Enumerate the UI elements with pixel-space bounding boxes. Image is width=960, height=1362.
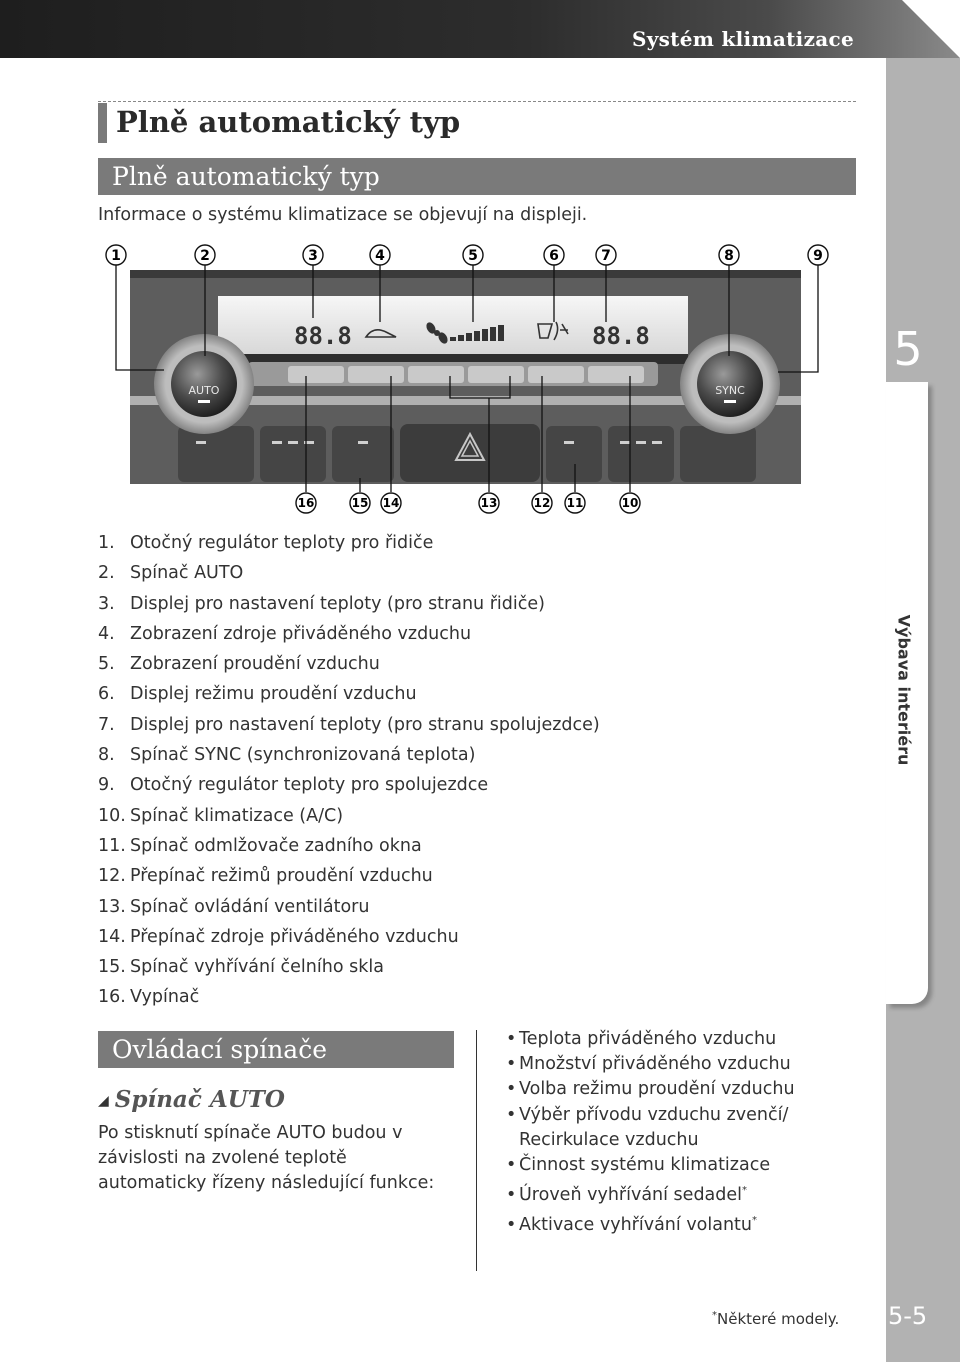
- legend-number: 13.: [98, 896, 126, 917]
- callout-14: [381, 493, 401, 513]
- legend-item: [98, 982, 600, 1012]
- callout-16: [296, 493, 316, 513]
- legend-number: 9.: [98, 775, 115, 796]
- legend-text: Přepínač režimů proudění vzduchu: [130, 866, 433, 887]
- svg-text:15: 15: [351, 496, 369, 510]
- bullet-item: [506, 1103, 856, 1153]
- legend-number: 8.: [98, 745, 115, 766]
- air-source-button[interactable]: [348, 366, 404, 383]
- bullet-item: [506, 1178, 856, 1208]
- legend-text: Otočný regulátor teploty pro řidiče: [130, 533, 434, 553]
- bullet-footnote-mark: *: [752, 1215, 758, 1227]
- svg-text:2: 2: [200, 248, 210, 264]
- bullet-text: Úroveň vyhřívání sedadel: [519, 1185, 743, 1206]
- callout-10: [620, 493, 640, 513]
- legend-item: [98, 770, 600, 800]
- running-header: Systém klimatizace: [631, 27, 854, 51]
- bullet-item: [506, 1027, 856, 1052]
- svg-text:7: 7: [601, 248, 611, 264]
- chapter-label: Výbava interiéru: [894, 614, 914, 766]
- seat-vent-left-button[interactable]: [260, 426, 326, 482]
- legend-text: Vypínač: [130, 987, 200, 1008]
- legend-text: Spínač odmlžovače zadního okna: [130, 835, 422, 856]
- legend-text: Spínač SYNC (synchronizovaná teplota): [130, 745, 476, 766]
- triangle-marker-icon: ◢: [98, 1093, 109, 1109]
- top-bar-corner: [902, 0, 960, 58]
- svg-text:16: 16: [297, 496, 315, 510]
- svg-text:13: 13: [480, 496, 498, 510]
- bullet-text: Množství přiváděného vzduchu: [519, 1054, 791, 1075]
- legend-text: Displej pro nastavení teploty (pro stranu řidiče): [130, 593, 545, 614]
- page-title: Plně automatický typ: [116, 105, 461, 139]
- legend-number: 4.: [98, 623, 115, 644]
- bullet-text: Teplota přiváděného vzduchu: [519, 1029, 777, 1049]
- legend-number: 11.: [98, 835, 126, 856]
- seat-vent-right-button[interactable]: [680, 426, 756, 482]
- seat-heat-left-button[interactable]: [178, 426, 254, 482]
- legend-text: Spínač vyhřívání čelního skla: [130, 957, 384, 978]
- sync-label: SYNC: [715, 384, 745, 397]
- legend-number: 1.: [98, 533, 115, 553]
- legend-number: 3.: [98, 593, 115, 614]
- svg-text:12: 12: [533, 496, 551, 510]
- legend-number: 15.: [98, 957, 126, 978]
- callout-13: [479, 493, 499, 513]
- front-defrost-button[interactable]: [332, 426, 394, 482]
- legend-number: 16.: [98, 987, 126, 1008]
- legend-item: [98, 710, 600, 740]
- callout-4: [370, 245, 390, 265]
- svg-text:1: 1: [111, 248, 121, 264]
- svg-text:3: 3: [308, 248, 318, 264]
- svg-text:6: 6: [549, 248, 559, 264]
- legend-item: [98, 892, 600, 922]
- svg-text:5: 5: [468, 248, 478, 264]
- legend-item: [98, 861, 600, 891]
- column-divider: [476, 1030, 477, 1271]
- passenger-temp-display: 88.8: [592, 322, 650, 350]
- callout-3: [303, 245, 323, 265]
- bullet-item: [506, 1208, 856, 1238]
- chapter-number: 5: [893, 322, 923, 376]
- legend-item: [98, 679, 600, 709]
- heading-marker: [98, 103, 107, 143]
- auto-label: AUTO: [188, 384, 220, 397]
- mode-button[interactable]: [528, 366, 584, 383]
- fan-down-button[interactable]: [408, 366, 464, 383]
- auto-subheading: [98, 1086, 285, 1113]
- legend-number: 12.: [98, 866, 126, 887]
- ac-button[interactable]: [588, 366, 644, 383]
- callout-1: [106, 245, 126, 265]
- footnote-text: Některé modely.: [717, 1310, 840, 1328]
- divider: [98, 101, 856, 102]
- callout-2: [195, 245, 215, 265]
- bullet-text: Činnost systému klimatizace: [519, 1155, 771, 1176]
- svg-text:4: 4: [375, 248, 385, 264]
- svg-text:8: 8: [724, 248, 734, 264]
- legend-text: Zobrazení proudění vzduchu: [130, 654, 380, 675]
- footnote-mark: *: [712, 1310, 717, 1321]
- controls-band: Ovládací spínače: [98, 1031, 454, 1068]
- power-button[interactable]: [288, 366, 344, 383]
- footnote: [712, 1310, 839, 1328]
- legend-text: Displej pro nastavení teploty (pro stranu spolujezdce): [130, 714, 600, 735]
- callout-15: [350, 493, 370, 513]
- callout-legend: [98, 528, 600, 1013]
- auto-paragraph: Po stisknutí spínače AUTO budou v závislosti na zvolené teplotě automaticky řízeny následující funkce:: [98, 1123, 435, 1193]
- legend-number: 7.: [98, 714, 115, 735]
- legend-number: 10.: [98, 805, 126, 826]
- legend-number: 6.: [98, 684, 115, 705]
- legend-item: [98, 528, 600, 558]
- page-number: 5-5: [888, 1302, 928, 1330]
- legend-number: 14.: [98, 926, 126, 947]
- bullet-item: [506, 1077, 856, 1102]
- legend-item: [98, 649, 600, 679]
- legend-number: 5.: [98, 654, 115, 675]
- svg-text:10: 10: [621, 496, 639, 510]
- bullet-footnote-mark: *: [742, 1185, 748, 1197]
- rear-defrost-button[interactable]: [546, 426, 602, 482]
- intro-text: Informace o systému klimatizace se objevují na displeji.: [98, 205, 588, 225]
- climate-panel-diagram: [98, 238, 823, 520]
- legend-item: [98, 922, 600, 952]
- legend-text: Spínač ovládání ventilátoru: [130, 896, 370, 917]
- legend-item: [98, 619, 600, 649]
- callout-8: [719, 245, 739, 265]
- legend-item: [98, 801, 600, 831]
- driver-temp-display: 88.8: [294, 322, 352, 350]
- legend-text: Spínač AUTO: [130, 563, 244, 584]
- legend-item: [98, 952, 600, 982]
- callout-12: [532, 493, 552, 513]
- svg-text:14: 14: [382, 496, 400, 510]
- bullet-item: [506, 1052, 856, 1077]
- legend-text: Zobrazení zdroje přiváděného vzduchu: [130, 623, 472, 644]
- legend-item: [98, 558, 600, 588]
- legend-text: Displej režimu proudění vzduchu: [130, 684, 417, 705]
- seat-heat-right-button[interactable]: [608, 426, 674, 482]
- auto-functions-list: [506, 1027, 856, 1238]
- svg-text:11: 11: [566, 496, 584, 510]
- bullet-text: Aktivace vyhřívání volantu: [519, 1215, 753, 1236]
- callout-5: [463, 245, 483, 265]
- legend-text: Přepínač zdroje přiváděného vzduchu: [130, 926, 459, 947]
- auto-subheading-text: Spínač AUTO: [114, 1086, 285, 1113]
- legend-text: Spínač klimatizace (A/C): [130, 805, 344, 826]
- legend-item: [98, 589, 600, 619]
- bullet-text: Volba režimu proudění vzduchu: [519, 1079, 795, 1100]
- legend-text: Otočný regulátor teploty pro spolujezdce: [130, 775, 489, 796]
- section-band: Plně automatický typ: [98, 158, 856, 195]
- legend-number: 2.: [98, 563, 115, 584]
- svg-text:9: 9: [813, 248, 823, 264]
- callout-6: [544, 245, 564, 265]
- callout-9: [808, 245, 828, 265]
- fan-up-button[interactable]: [468, 366, 524, 383]
- bullet-text: Výběr přívodu vzduchu zvenčí/ Recirkulace vzduchu: [519, 1104, 789, 1150]
- callout-7: [596, 245, 616, 265]
- bullet-item: [506, 1153, 856, 1178]
- callout-11: [565, 493, 585, 513]
- legend-item: [98, 740, 600, 770]
- legend-item: [98, 831, 600, 861]
